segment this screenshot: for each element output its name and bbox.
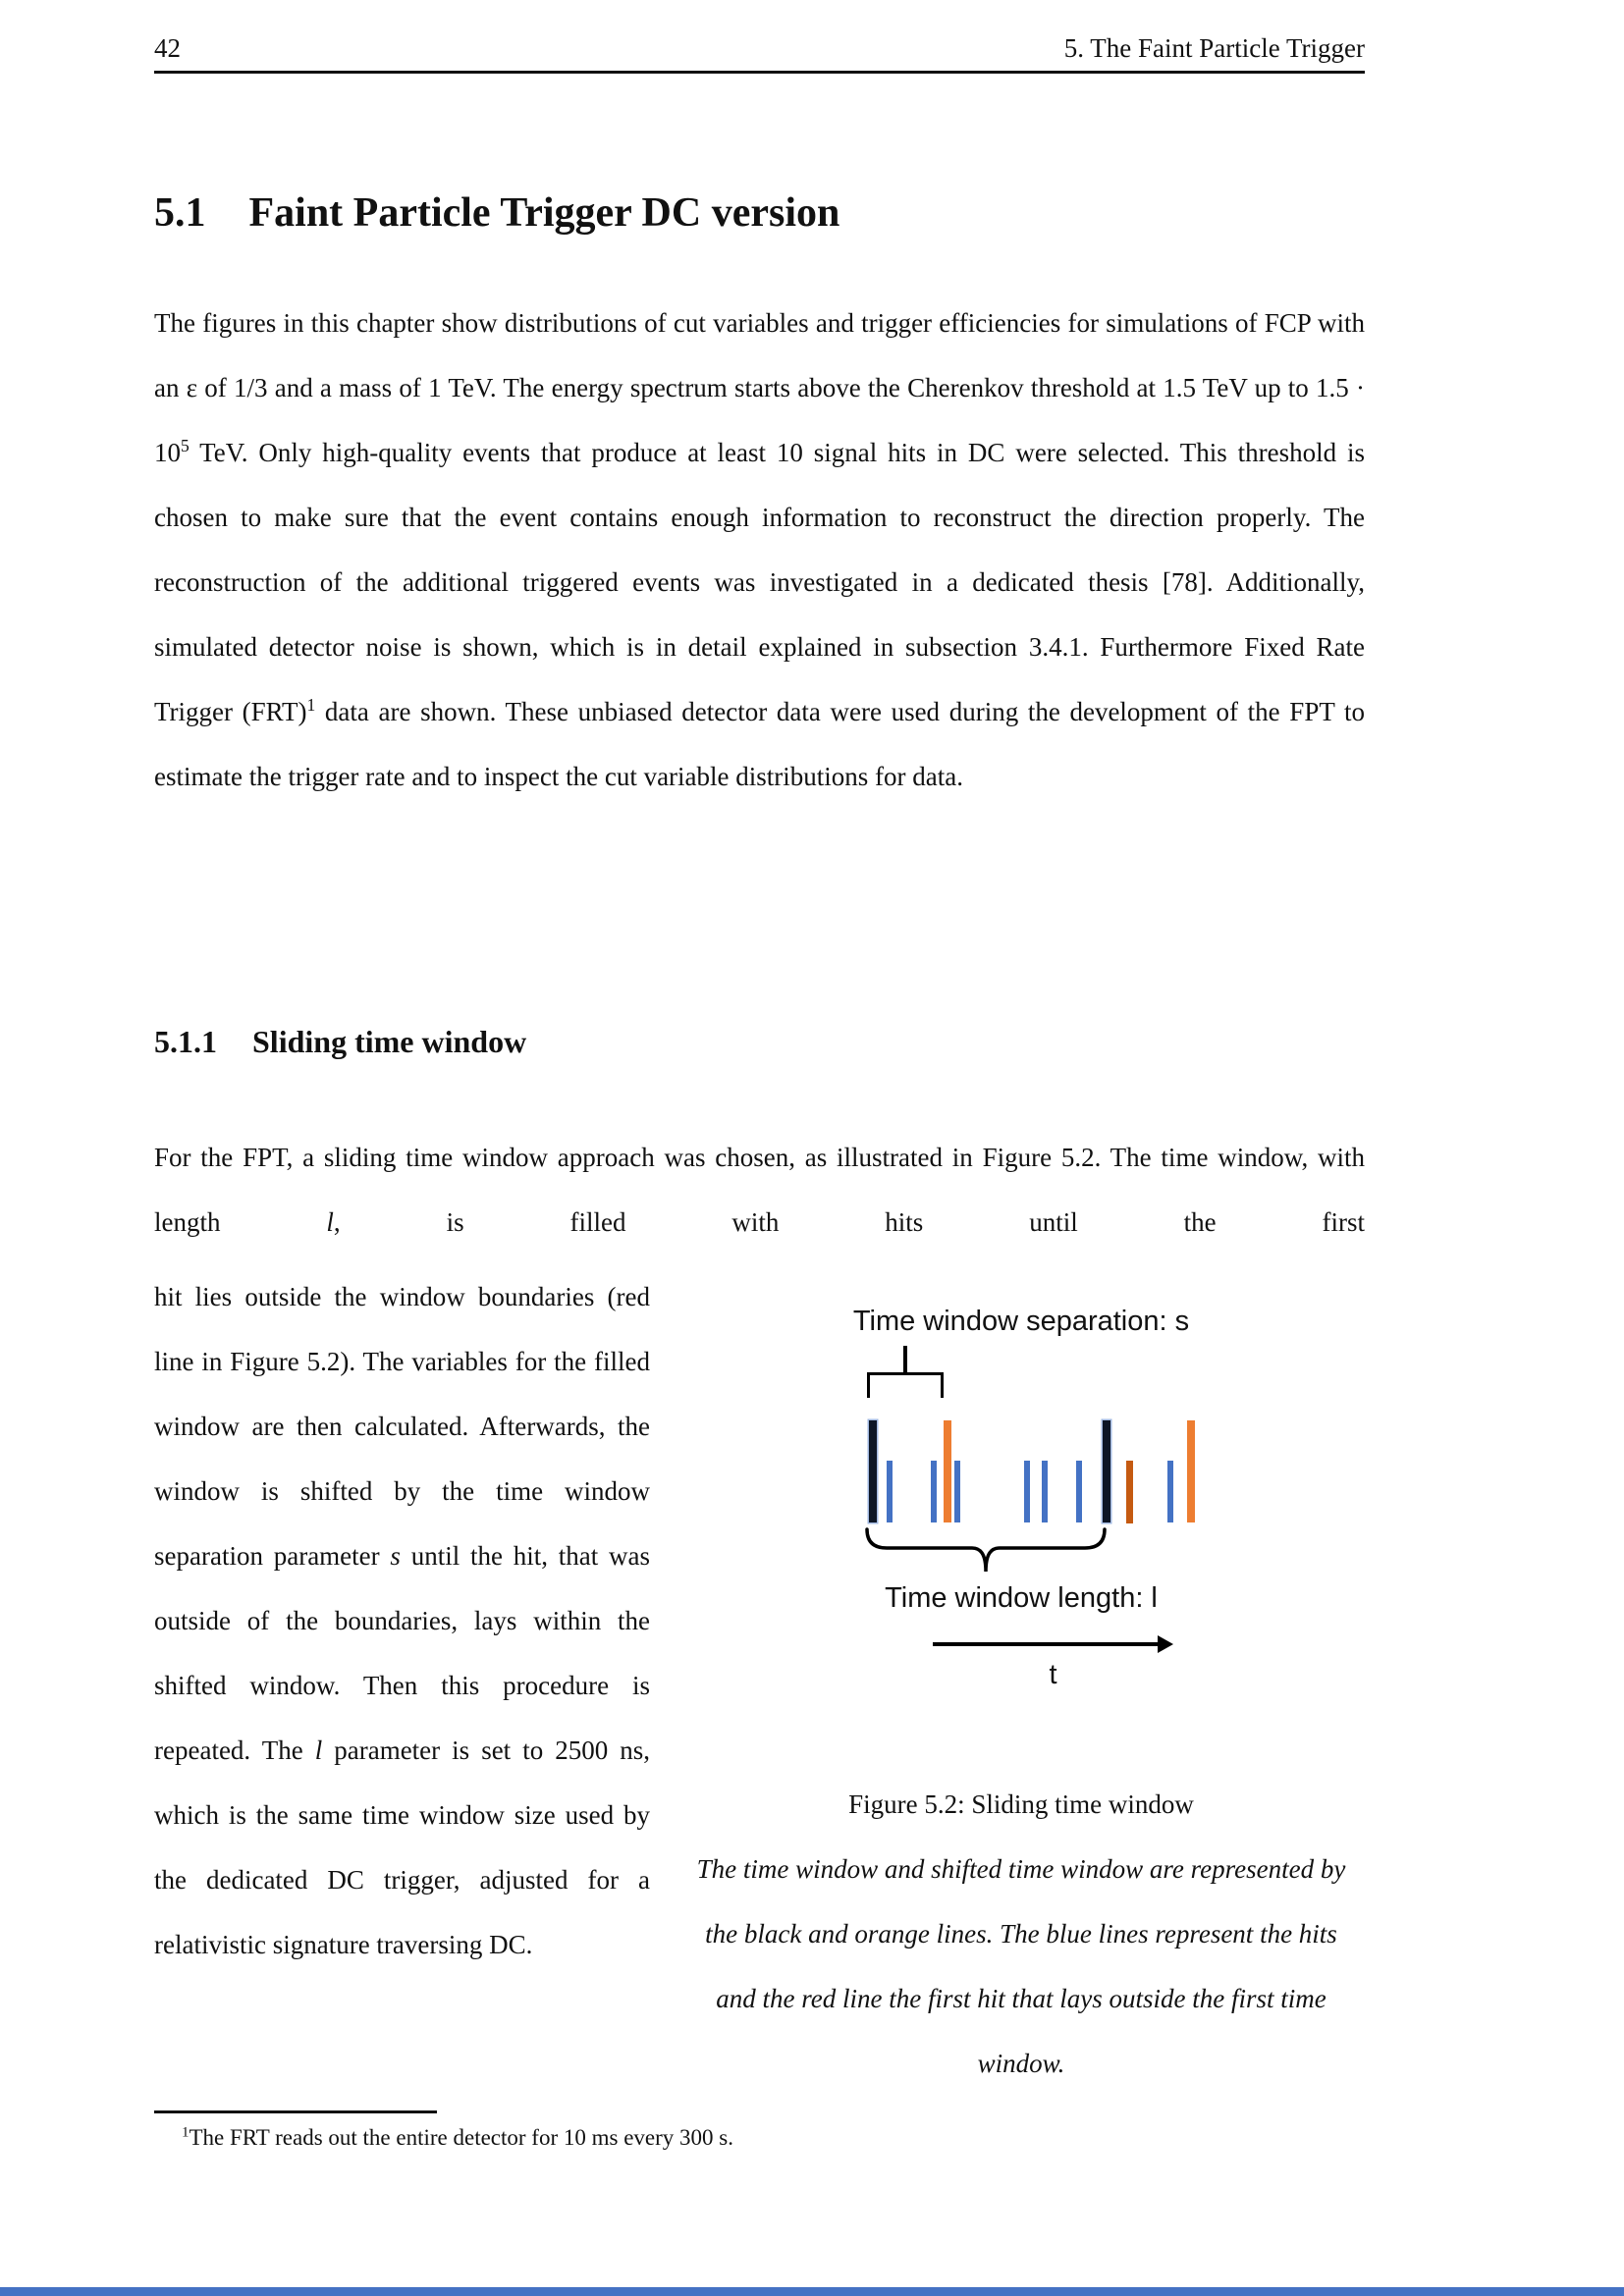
exponent: 5 <box>181 436 189 455</box>
hit-bar-window <box>869 1420 877 1522</box>
arrow-shaft <box>933 1642 1160 1646</box>
hit-bar-hit <box>1024 1461 1030 1522</box>
figure-column <box>677 1264 1365 2096</box>
paragraph-text: For the FPT, a sliding time window approach was chosen, as illustrated in Figure 5.2. The time window, with length <box>154 1143 1365 1237</box>
footnote-text-line <box>154 2123 1038 2153</box>
sliding-window-paragraph-intro <box>154 1125 1365 1255</box>
paragraph-text: data are shown. These unbiased detector data were used during the development of the FPT to estimate the trigger rate and to inspect the cut variable distributions for data. <box>154 697 1365 791</box>
section-number: 5.1 <box>154 190 206 236</box>
text-figure-row <box>154 1264 1365 2096</box>
hit-bar-outside <box>1126 1461 1133 1523</box>
section-title: Faint Particle Trigger DC version <box>248 190 840 236</box>
intro-paragraph <box>154 291 1365 809</box>
time-axis-arrow <box>933 1635 1173 1653</box>
separation-label: Time window separation: s <box>852 1306 1190 1337</box>
bottom-edge-bar <box>0 2287 1624 2296</box>
hit-bar-hit <box>1042 1461 1048 1522</box>
paragraph-text: The figures in this chapter show distributions of cut variables and trigger efficiencies for simulations of FCP with an ε of 1/3 and a mass of 1 TeV. The energy spectrum starts above the Cherenkov threshold at 1.5 TeV up to 1.5 · 10 <box>154 308 1365 467</box>
hit-bars <box>677 1264 1365 1772</box>
hit-bar-hit <box>931 1461 937 1522</box>
paragraph-text: , is filled with hits until the first <box>333 1207 1365 1237</box>
time-axis-label: t <box>1049 1659 1057 1690</box>
math-var-s: s <box>390 1541 401 1571</box>
length-label: Time window length: l <box>885 1582 1158 1614</box>
paragraph-text: parameter is set to 2500 ns, which is the same time window size used by the dedicated DC trigger, adjusted for a relativistic signature traversing DC. <box>154 1735 650 1959</box>
hit-bar-hit <box>1076 1461 1082 1522</box>
page-number: 42 <box>154 33 181 63</box>
page-header <box>154 32 1365 74</box>
footnote-rule <box>154 2110 437 2113</box>
hit-bar-window <box>1103 1420 1110 1522</box>
footnote-text: The FRT reads out the entire detector for 10 ms every 300 s. <box>189 2125 733 2150</box>
hit-bar-hit <box>1167 1461 1173 1522</box>
window-length-underbrace <box>865 1527 1107 1576</box>
hit-bar-hit <box>887 1461 893 1522</box>
sliding-time-window-diagram <box>677 1264 1365 1772</box>
wrapped-text-column <box>154 1264 650 2096</box>
paragraph-text: TeV. Only high-quality events that produce at least 10 signal hits in DC were selected. This threshold is chosen to make sure that the event contains enough information to reconstruct the direction properly. The reconstruction of the additional triggered events was investigated in a dedicated thesis [78]. Additionally, simulated detector noise is shown, which is in detail explained in subsection 3.4.1. Furthermore Fixed Rate Trigger (FRT) <box>154 438 1365 726</box>
figure-caption-text: The time window and shifted time window are represented by the black and orange lines. The blue lines represent the hits and the red line the first hit that lays outside the first time window. <box>696 1854 1346 2078</box>
paragraph-text: until the hit, that was outside of the boundaries, lays within the shifted window. Then this procedure is repeated. The <box>154 1541 650 1765</box>
math-var-l: l <box>314 1735 323 1765</box>
math-var-l: l <box>326 1207 334 1237</box>
hit-bar-shifted <box>1187 1420 1195 1522</box>
hit-bar-shifted <box>944 1420 951 1522</box>
footnote-marker: 1 <box>182 2124 189 2141</box>
footnote <box>154 2110 1038 2153</box>
figure-caption-title: Figure 5.2: Sliding time window <box>848 1789 1194 1819</box>
footnote-marker-ref: 1 <box>306 695 316 715</box>
section-heading <box>154 189 839 237</box>
subsection-number: 5.1.1 <box>154 1024 217 1059</box>
subsection-title: Sliding time window <box>252 1024 527 1059</box>
paragraph-text: hit lies outside the window boundaries (red line in Figure 5.2). The variables for the filled window are then calculated. Afterwards, the window is shifted by the time window separation parameter <box>154 1282 650 1571</box>
running-chapter-title: 5. The Faint Particle Trigger <box>1063 33 1365 63</box>
arrow-head <box>1158 1635 1173 1653</box>
hit-bar-hit <box>954 1461 960 1522</box>
subsection-heading <box>154 1023 526 1060</box>
